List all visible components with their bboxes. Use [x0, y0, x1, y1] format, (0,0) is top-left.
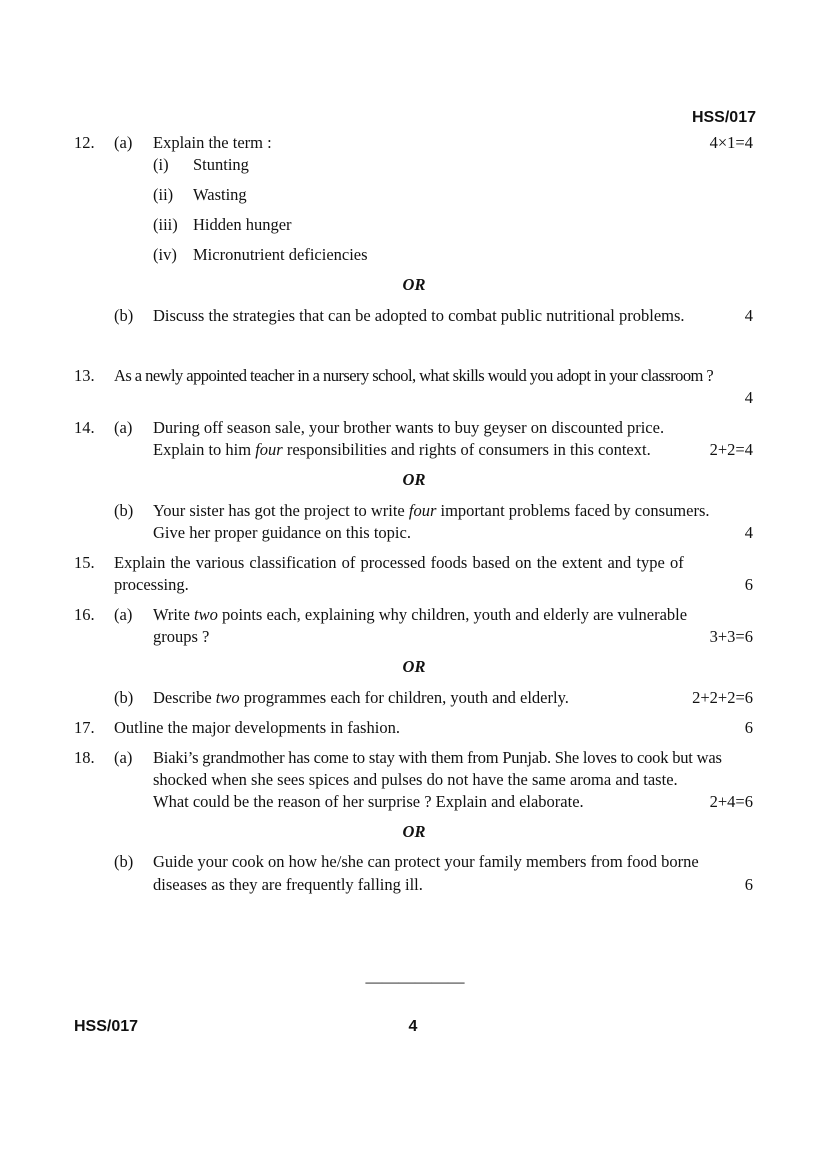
question-text: Guide your cook on how he/she can protect your family members from food borne: [153, 852, 699, 871]
question-text: diseases as they are frequently falling ill.: [153, 875, 423, 894]
marks: 6: [744, 718, 753, 737]
header-code: HSS/017: [691, 109, 756, 126]
item-roman: (iv): [153, 245, 177, 264]
question-text: Explain the term :: [153, 133, 272, 152]
marks: 2+2+2=6: [692, 688, 753, 707]
or-separator: OR: [402, 275, 426, 294]
question-text: Biaki’s grandmother has come to stay with them from Punjab. She loves to cook but was: [153, 748, 722, 767]
question-number: 16.: [74, 605, 95, 624]
marks: 2+4=6: [709, 792, 753, 811]
or-separator: OR: [402, 822, 426, 841]
question-text: Give her proper guidance on this topic.: [153, 523, 411, 542]
question-text: Explain the various classification of processed foods based on the extent and type of: [114, 553, 684, 572]
part-label: (b): [114, 306, 134, 325]
part-label: (a): [114, 748, 133, 767]
end-rule: ——————: [365, 972, 465, 991]
marks: 3+3=6: [709, 627, 753, 646]
marks: 4: [744, 388, 753, 407]
item-roman: (i): [153, 155, 169, 174]
question-number: 14.: [74, 418, 95, 437]
question-text: During off season sale, your brother wants to buy geyser on discounted price.: [153, 418, 665, 437]
item-text: Hidden hunger: [193, 215, 292, 234]
marks: 4×1=4: [709, 133, 753, 152]
question-text: Write two points each, explaining why children, youth and elderly are vulnerable: [153, 605, 688, 624]
part-label: (b): [114, 688, 134, 707]
question-text: groups ?: [153, 627, 210, 646]
part-label: (b): [114, 852, 134, 871]
part-label: (a): [114, 605, 133, 624]
question-number: 18.: [74, 748, 95, 767]
question-number: 13.: [74, 366, 95, 385]
question-number: 17.: [74, 718, 95, 737]
part-label: (b): [114, 501, 134, 520]
question-text: As a newly appointed teacher in a nursery school, what skills would you adopt in your classroom ?: [114, 366, 714, 385]
question-text: processing.: [114, 575, 189, 594]
marks: 6: [744, 875, 753, 894]
item-roman: (ii): [153, 185, 174, 204]
question-text: Discuss the strategies that can be adopted to combat public nutritional problems.: [153, 306, 685, 325]
footer-code: HSS/017: [74, 1018, 139, 1035]
marks: 6: [744, 575, 753, 594]
part-label: (a): [114, 418, 133, 437]
part-label: (a): [114, 133, 133, 152]
marks: 4: [744, 523, 753, 542]
item-roman: (iii): [153, 215, 178, 234]
item-text: Stunting: [193, 155, 249, 174]
question-number: 15.: [74, 553, 95, 572]
question-text: What could be the reason of her surprise ? Explain and elaborate.: [153, 792, 584, 811]
page-number: 4: [408, 1018, 418, 1035]
question-text: Describe two programmes each for children, youth and elderly.: [153, 688, 569, 707]
marks: 4: [744, 306, 753, 325]
question-number: 12.: [74, 133, 95, 152]
item-text: Wasting: [193, 185, 247, 204]
or-separator: OR: [402, 470, 426, 489]
question-text: Your sister has got the project to write four important problems faced by consumers.: [153, 501, 710, 520]
item-text: Micronutrient deficiencies: [193, 245, 368, 264]
question-text: Outline the major developments in fashion.: [114, 718, 400, 737]
or-separator: OR: [402, 657, 426, 676]
marks: 2+2=4: [709, 440, 753, 459]
question-text: shocked when she sees spices and pulses do not have the same aroma and taste.: [153, 770, 678, 789]
question-text: Explain to him four responsibilities and rights of consumers in this context.: [153, 440, 651, 459]
